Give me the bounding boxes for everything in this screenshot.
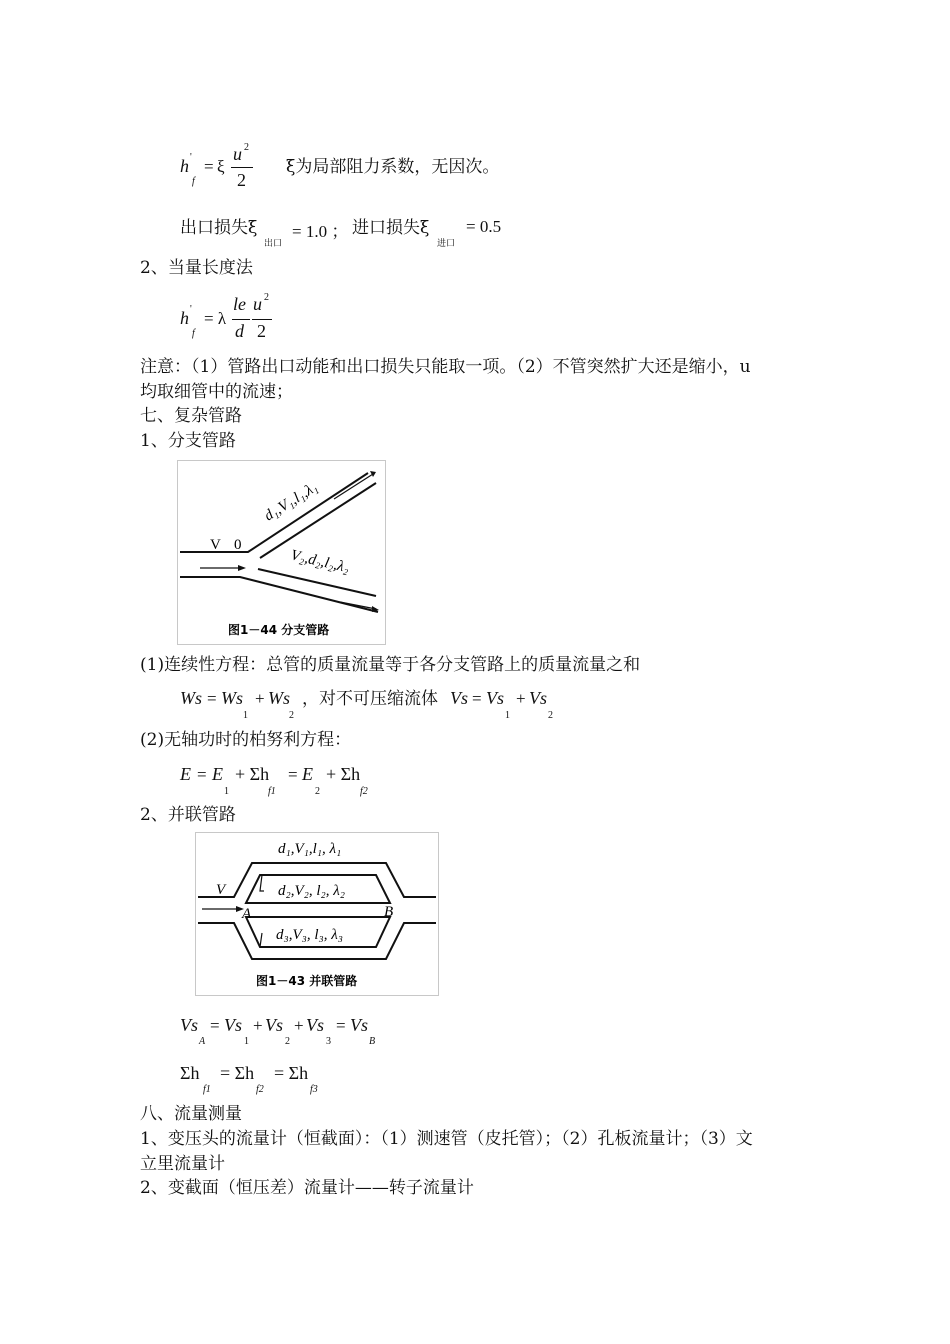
parallel-pipe-heading: 2、并联管路 (140, 805, 236, 825)
equals: = (197, 765, 207, 784)
sum-h-2-sub: f2 (360, 786, 368, 797)
ws-2: Ws (268, 688, 290, 708)
ws-total: Ws (180, 688, 202, 708)
equals: = (207, 689, 217, 708)
vs-1: Vs (224, 1015, 242, 1035)
fraction-bar-2 (252, 319, 272, 320)
sum-h-1-sub: f1 (203, 1084, 211, 1095)
d-symbol: d (235, 321, 244, 341)
e-2: E (302, 764, 313, 784)
node-a-label: A (242, 906, 252, 922)
exit-loss-label: 出口损失ξ (180, 218, 258, 238)
xi-description: ξ为局部阻力系数，无因次。 (286, 157, 500, 177)
h-symbol: h (180, 308, 189, 328)
e-total: E (180, 764, 191, 784)
vs-2-sub: 2 (285, 1036, 290, 1047)
section-7-heading: 七、复杂管路 (140, 406, 242, 426)
vs-2: Vs (529, 688, 547, 708)
e-1: E (212, 764, 223, 784)
flow-meter-line-2: 立里流量计 (140, 1154, 225, 1174)
h-prime: ' (190, 304, 192, 315)
vs-a: Vs (180, 1015, 198, 1035)
inlet-v-label: V (210, 537, 221, 553)
branch-figure-caption: 图1－44 分支管路 (228, 623, 330, 637)
parallel-figure-caption: 图1－43 并联管路 (256, 974, 358, 988)
ws-1: Ws (221, 688, 243, 708)
sum-h-2-sub: f2 (256, 1084, 264, 1095)
denominator: 2 (257, 321, 266, 341)
equiv-length-heading: 2、当量长度法 (140, 258, 253, 278)
entry-loss-label: 进口损失ξ (352, 218, 430, 238)
equals-2: = (472, 689, 482, 708)
vs-b: Vs (350, 1015, 368, 1035)
xi-symbol: ξ (217, 157, 225, 176)
incompressible-text: ，对不可压缩流体 (302, 689, 438, 709)
h-prime: ' (190, 152, 192, 163)
h-symbol: h (180, 156, 189, 176)
equals-2: = (288, 765, 298, 784)
sum-h-1: Σh (180, 1063, 200, 1083)
e-1-sub: 1 (224, 786, 229, 797)
upper-branch-label: d₁,V₁,l₁,λ₁ (261, 479, 321, 525)
branch-1-label: d₁,V₁,l₁, λ₁ (278, 841, 342, 857)
parallel-pipe-figure (195, 832, 439, 996)
h-subscript: f (192, 176, 195, 187)
vs-a-sub: A (199, 1036, 206, 1047)
equals-sum-h-2: = Σh (220, 1063, 255, 1083)
sum-h-3-sub: f3 (310, 1084, 318, 1095)
equals: = (204, 157, 214, 176)
entry-loss-value: = 0.5 (466, 217, 502, 236)
equals-sum-h-3: = Σh (274, 1063, 309, 1083)
vs-b-sub: B (369, 1036, 376, 1047)
u-superscript: 2 (264, 292, 269, 303)
bernoulli-heading: (2)无轴功时的柏努利方程： (140, 730, 352, 750)
plus-1: + (253, 1016, 263, 1035)
plus-2: + (516, 689, 526, 708)
sum-h-2: + Σh (326, 764, 361, 784)
inlet-arrow-head (238, 565, 246, 571)
fraction-bar (232, 319, 250, 320)
ws-2-sub: 2 (289, 710, 294, 721)
note-line-2: 均取细管中的流速； (140, 382, 293, 402)
vs-2: Vs (265, 1015, 283, 1035)
continuity-heading: (1)连续性方程：总管的质量流量等于各分支管路上的质量流量之和 (140, 655, 641, 675)
h-subscript: f (192, 328, 195, 339)
sum-h-1: + Σh (235, 764, 270, 784)
plus-2: + (294, 1016, 304, 1035)
fraction-bar (231, 167, 253, 168)
node-o-label: 0 (234, 537, 242, 553)
branch-3-label: d₃,V₃, l₃, λ₃ (276, 927, 343, 943)
equals: = (210, 1016, 220, 1035)
lower-pipe-inner-wall (258, 569, 376, 596)
node-b-label: B (384, 904, 394, 920)
exit-subscript: 出口 (264, 239, 283, 249)
exit-loss-value: = 1.0 ； (292, 222, 349, 241)
rotameter-line: 2、变截面（恒压差）流量计——转子流量计 (140, 1178, 474, 1198)
vs-1: Vs (486, 688, 504, 708)
vs-1-sub: 1 (505, 710, 510, 721)
vs-3-sub: 3 (326, 1036, 331, 1047)
flow-meter-line-1: 1、变压头的流量计（恒截面）：（1）测速管（皮托管）；（2）孔板流量计；（3）文 (140, 1129, 753, 1149)
equals-lambda: = λ (204, 309, 227, 328)
equals-2: = (336, 1016, 346, 1035)
vs-total: Vs (450, 688, 468, 708)
inlet-v-label: V (216, 882, 226, 898)
denominator: 2 (237, 170, 246, 190)
lower-branch-label: V₂,d₂,l₂,λ₂ (289, 547, 351, 577)
entry-subscript: 进口 (437, 239, 456, 249)
ws-1-sub: 1 (243, 710, 248, 721)
vs-1-sub: 1 (244, 1036, 249, 1047)
branch-pipe-heading: 1、分支管路 (140, 431, 236, 451)
vs-2-sub: 2 (548, 710, 553, 721)
e-2-sub: 2 (315, 786, 320, 797)
branch-pipe-figure (177, 460, 386, 645)
note-line-1: 注意：（1）管路出口动能和出口损失只能取一项。（2）不管突然扩大还是缩小，u (140, 357, 751, 377)
lower-pipe-bottom-wall (180, 577, 378, 612)
plus: + (255, 689, 265, 708)
u-symbol: u (253, 294, 262, 314)
le-symbol: le (233, 294, 246, 314)
branch-2-label: d₂,V₂, l₂, λ₂ (278, 883, 345, 899)
vs-3: Vs (306, 1015, 324, 1035)
u-symbol: u (233, 144, 242, 164)
u-superscript: 2 (244, 142, 249, 153)
section-8-heading: 八、流量测量 (140, 1104, 242, 1124)
sum-h-1-sub: f1 (268, 786, 276, 797)
